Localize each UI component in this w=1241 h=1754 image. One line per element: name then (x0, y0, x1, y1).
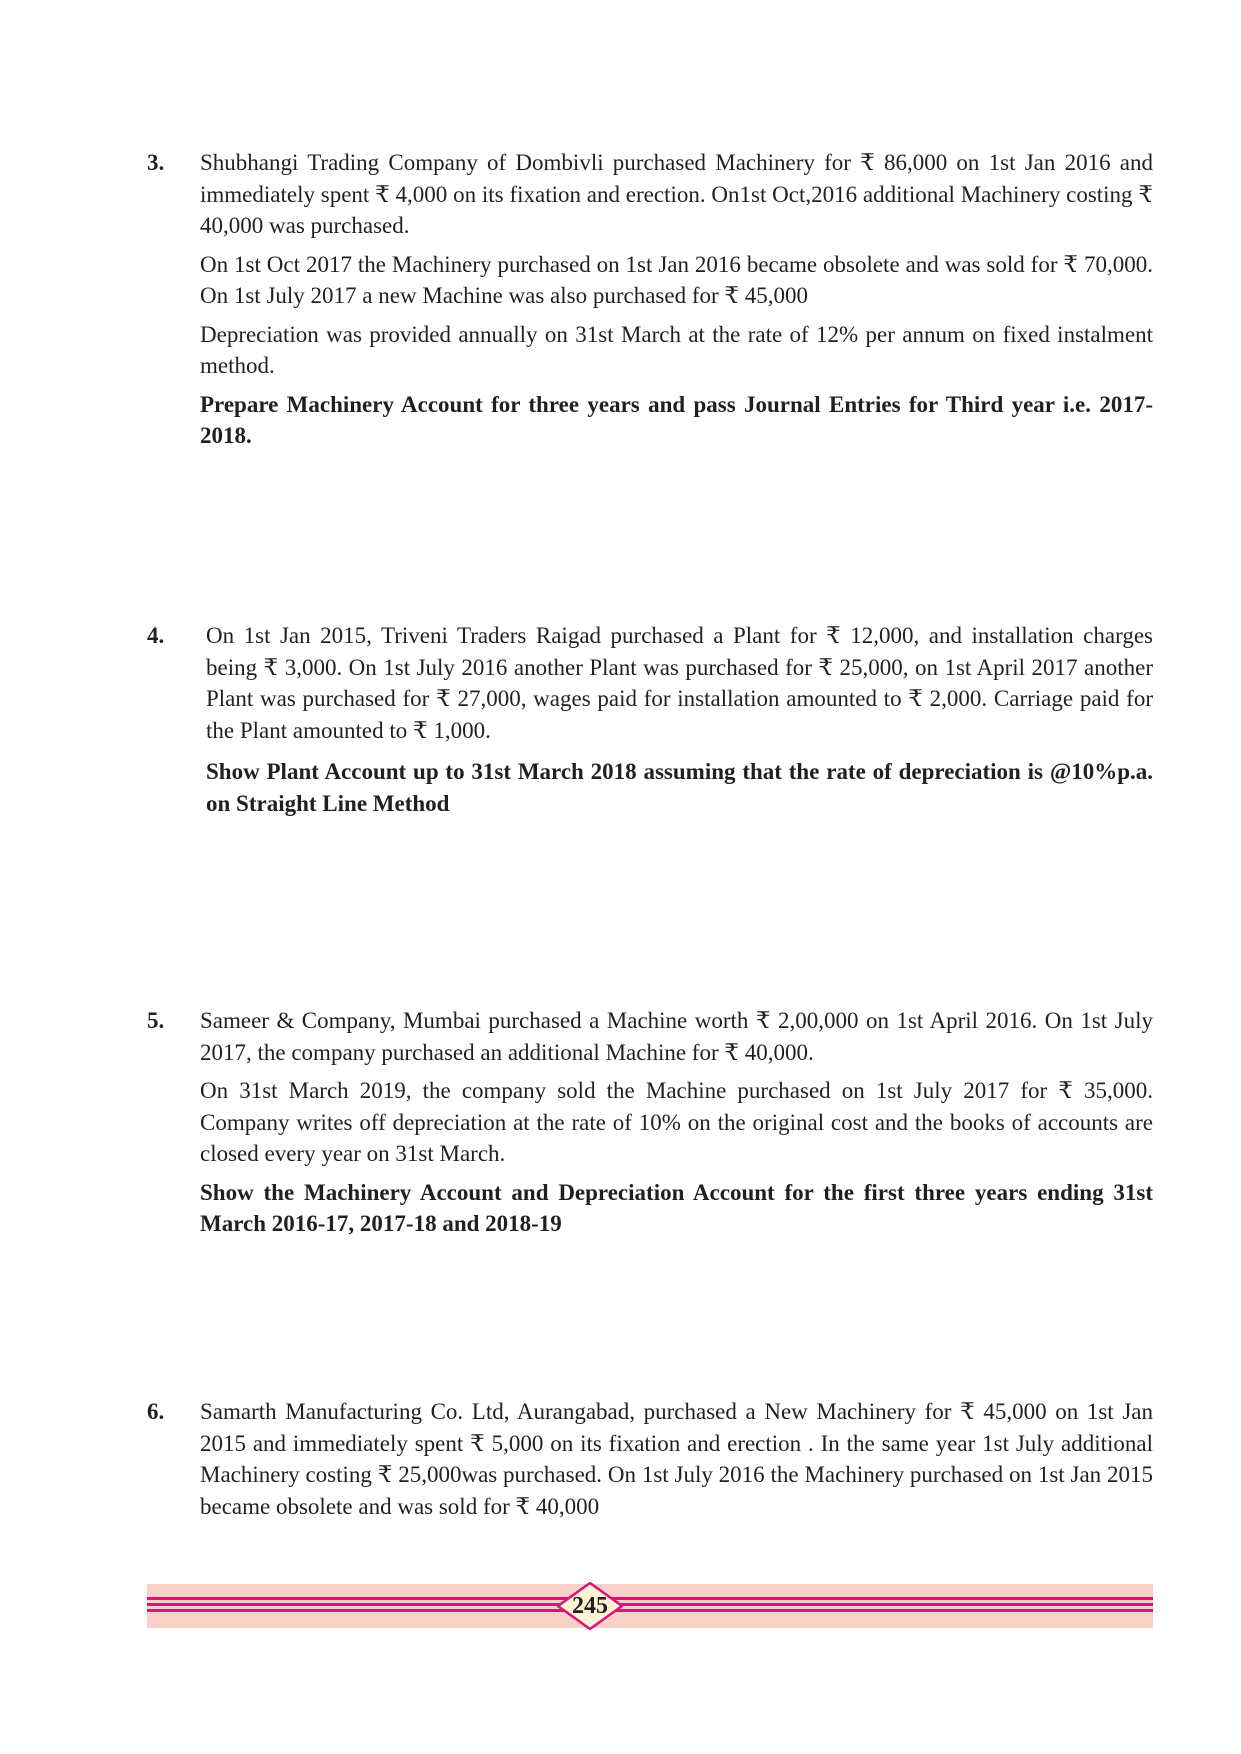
footer-rule (147, 1609, 1153, 1612)
page-number: 245 (572, 1593, 608, 1619)
question-instruction: Prepare Machinery Account for three years and pass Journal Entries for Third year i.e. 2017-2018. (200, 391, 1153, 448)
footer-rule (147, 1603, 1153, 1606)
question-paragraph: Sameer & Company, Mumbai purchased a Machine worth ₹ 2,00,000 on 1st April 2016. On 1st July 2017, the company purchased an additional Machine for ₹ 40,000. (200, 1008, 1153, 1065)
question-paragraph: On 1st Jan 2015, Triveni Traders Raigad purchased a Plant for ₹ 12,000, and installation charges being ₹ 3,000. On 1st July 2016 another Plant was purchased for ₹ 25,000, on 1st April 2017 another Plant was purchased for ₹ 27,000, wages paid for installation amounted to ₹ 2,000. Carriage paid for the Plant amounted to ₹ 1,000. (206, 623, 1153, 743)
question-number: 6. (147, 1399, 165, 1424)
footer-rule (147, 1597, 1153, 1600)
question-paragraph: Depreciation was provided annually on 31st March at the rate of 12% per annum on fixed instalment method. (200, 321, 1153, 378)
question-paragraph: Shubhangi Trading Company of Dombivli purchased Machinery for ₹ 86,000 on 1st Jan 2016 and immediately spent ₹ 4,000 on its fixation and erection. On1st Oct,2016 additional Machinery costing ₹ 40,000 was purchased. (200, 150, 1153, 238)
question-number: 4. (147, 623, 165, 648)
question-number: 3. (147, 150, 165, 175)
question-paragraph: Samarth Manufacturing Co. Ltd, Aurangabad, purchased a New Machinery for ₹ 45,000 on 1st Jan 2015 and immediately spent ₹ 5,000 on its fixation and erection . In the same year 1st July additional Machinery costing ₹ 25,000was purchased. On 1st July 2016 the Machinery purchased on 1st Jan 2015 became obsolete and was sold for ₹ 40,000 (200, 1399, 1153, 1519)
question-paragraph: On 1st Oct 2017 the Machinery purchased on 1st Jan 2016 became obsolete and was sold for ₹ 70,000. On 1st July 2017 a new Machine was also purchased for ₹ 45,000 (200, 251, 1153, 308)
question-body (200, 147, 1153, 459)
footer-band (147, 1584, 1153, 1628)
question-body (206, 620, 1153, 826)
question-instruction: Show the Machinery Account and Depreciation Account for the first three years ending 31st March 2016-17, 2017-18 and 2018-19 (200, 1179, 1153, 1236)
question-paragraph: On 31st March 2019, the company sold the Machine purchased on 1st July 2017 for ₹ 35,000. Company writes off depreciation at the rate of 10% on the original cost and the books of accounts are closed every year on 31st March. (200, 1078, 1153, 1166)
page-footer (147, 1584, 1153, 1628)
question-instruction: Show Plant Account up to 31st March 2018 assuming that the rate of depreciation is @10%p.a. on Straight Line Method (206, 759, 1153, 816)
question-number: 5. (147, 1008, 165, 1033)
question-body (200, 1396, 1153, 1529)
question-body (200, 1005, 1153, 1247)
